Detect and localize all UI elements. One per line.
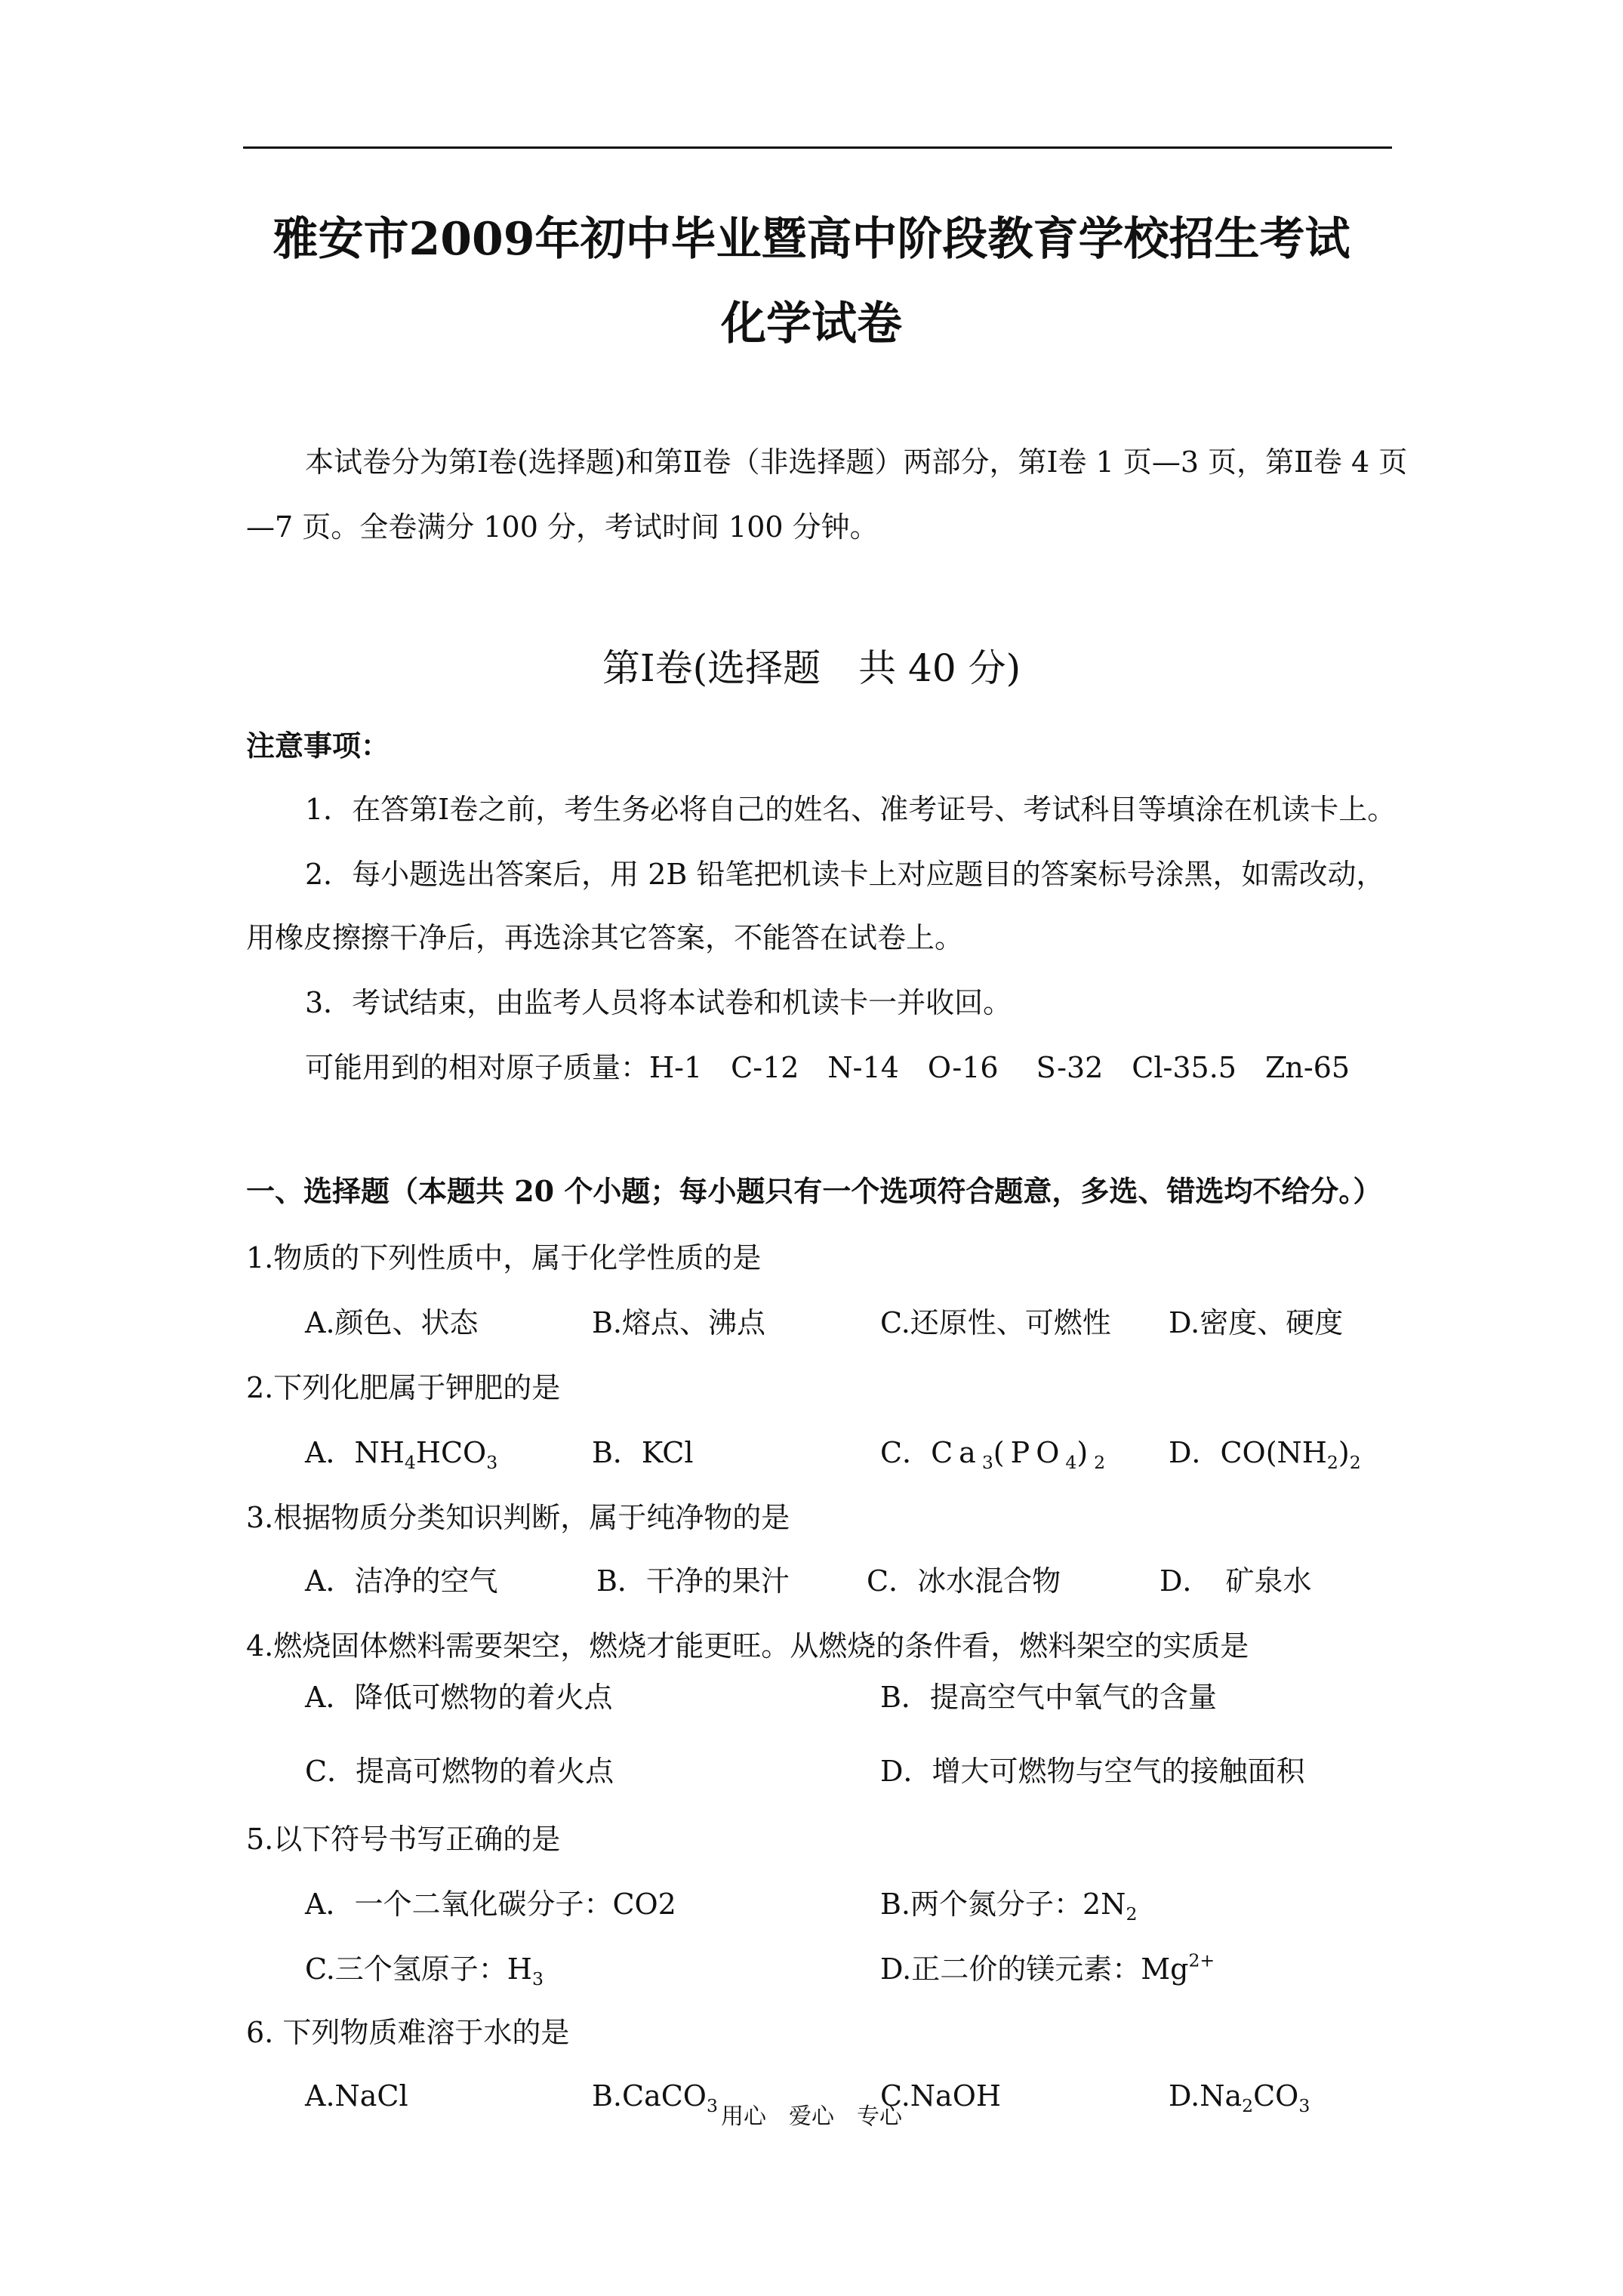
- q1-stem: 1.物质的下列性质中，属于化学性质的是: [246, 1241, 762, 1274]
- q6-stem: 6. 下列物质难溶于水的是: [246, 2016, 570, 2049]
- q4-option-c: C．提高可燃物的着火点: [305, 1755, 614, 1788]
- q4-option-b: B．提高空气中氧气的含量: [880, 1681, 1217, 1714]
- q2-option-b: B．KCl: [592, 1436, 694, 1469]
- q1-option-a: A.颜色、状态: [305, 1306, 479, 1339]
- q6-option-c: C.NaOH: [880, 2079, 1001, 2113]
- q6-option-b: B.CaCO$_3$: [592, 2079, 718, 2117]
- note-2-line-1: 2．每小题选出答案后，用 2B 铅笔把机读卡上对应题目的答案标号涂黑，如需改动，: [305, 858, 1385, 891]
- q2-option-c: C．$Ca_3(PO_4)_2$: [880, 1436, 1106, 1474]
- q5-stem: 5.以下符号书写正确的是: [246, 1823, 561, 1856]
- q5-option-a: A．一个二氧化碳分子：CO2: [305, 1888, 676, 1921]
- note-1: 1．在答第Ⅰ卷之前，考生务必将自己的姓名、准考证号、考试科目等填涂在机读卡上。: [305, 793, 1397, 826]
- q3-option-b: B．干净的果汁: [596, 1564, 790, 1598]
- part1-title: 第Ⅰ卷(选择题 共 40 分): [602, 646, 1021, 690]
- q3-option-d: D． 矿泉水: [1160, 1564, 1312, 1598]
- notes-heading: 注意事项：: [246, 729, 390, 763]
- section1-heading-part-b: 个小题；每小题只有一个选项符合题意，多选、错选均不给分。）: [554, 1174, 1382, 1208]
- section1-heading-number: 20: [514, 1174, 555, 1208]
- q2-option-a: A．$NH_4HCO_3$: [305, 1436, 498, 1474]
- intro-line-1: 本试卷分为第Ⅰ卷(选择题)和第Ⅱ卷（非选择题）两部分，第Ⅰ卷 1 页—3 页，第Ⅱ卷 4 页: [305, 445, 1408, 479]
- section1-heading: [246, 1172, 1381, 1211]
- q4-option-a: A．降低可燃物的着火点: [305, 1681, 613, 1714]
- q3-option-c: C．冰水混合物: [867, 1564, 1061, 1598]
- q1-option-b: B.熔点、沸点: [592, 1306, 766, 1339]
- q1-option-c: C.还原性、可燃性: [880, 1306, 1111, 1339]
- note-2-line-2: 用橡皮擦擦干净后，再选涂其它答案，不能答在试卷上。: [246, 921, 964, 954]
- q5-option-d: D.正二价的镁元素：$Mg^{2+}$: [880, 1949, 1215, 1986]
- exam-subtitle: 化学试卷: [721, 297, 902, 350]
- note-3: 3．考试结束，由监考人员将本试卷和机读卡一并收回。: [305, 986, 1012, 1019]
- q4-option-d: D．增大可燃物与空气的接触面积: [880, 1755, 1305, 1788]
- q2-stem: 2.下列化肥属于钾肥的是: [246, 1371, 561, 1404]
- section1-heading-part-a: 一、选择题（本题共: [246, 1174, 515, 1208]
- q3-stem: 3.根据物质分类知识判断，属于纯净物的是: [246, 1501, 790, 1534]
- q5-option-b: B.两个氮分子：$2N_2$: [880, 1888, 1138, 1925]
- header-rule: [243, 146, 1392, 149]
- atomic-masses: 可能用到的相对原子质量：H-1 C-12 N-14 O-16 S-32 Cl-35.5 Zn-65: [305, 1051, 1350, 1084]
- q6-option-d: $D.Na_2CO_3$: [1169, 2079, 1310, 2117]
- intro-line-2: —7 页。全卷满分 100 分，考试时间 100 分钟。: [246, 510, 879, 544]
- q1-option-d: D.密度、硬度: [1169, 1306, 1344, 1339]
- q6-option-a: A.NaCl: [305, 2079, 408, 2113]
- q3-option-a: A．洁净的空气: [305, 1564, 498, 1598]
- q2-option-d: D．$CO(NH_2)_2$: [1169, 1436, 1361, 1474]
- page-footer: 用心 爱心 专心: [721, 2103, 902, 2130]
- q4-stem: 4.燃烧固体燃料需要架空，燃烧才能更旺。从燃烧的条件看，燃料架空的实质是: [246, 1629, 1249, 1663]
- exam-title: 雅安市2009年初中毕业暨高中阶段教育学校招生考试: [273, 213, 1350, 266]
- q5-option-c: C.三个氢原子：$H_3$: [305, 1952, 544, 1990]
